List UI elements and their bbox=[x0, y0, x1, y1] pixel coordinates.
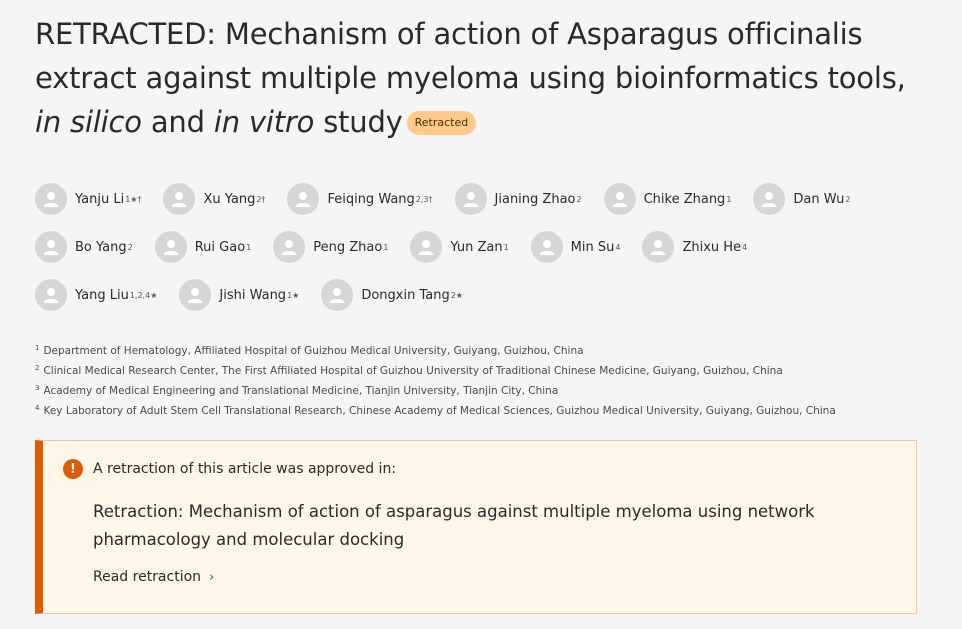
author-affiliation-marker: 1 bbox=[503, 242, 509, 252]
author-name: Rui Gao bbox=[194, 239, 246, 255]
avatar-icon bbox=[155, 231, 187, 263]
author-item[interactable] bbox=[35, 183, 141, 215]
author-item[interactable] bbox=[531, 231, 621, 263]
affiliation-text: Academy of Medical Engineering and Translational Medicine, Tianjin University, Tianjin City, China bbox=[43, 385, 559, 397]
avatar-icon bbox=[410, 231, 442, 263]
author-item[interactable] bbox=[604, 183, 732, 215]
affiliation-number: 3 bbox=[35, 384, 40, 392]
read-retraction-link[interactable] bbox=[93, 569, 214, 585]
author-item[interactable] bbox=[321, 279, 463, 311]
affiliation-item bbox=[35, 360, 935, 380]
notice-header bbox=[63, 459, 396, 479]
avatar-icon bbox=[179, 279, 211, 311]
avatar-icon bbox=[642, 231, 674, 263]
author-name: Xu Yang bbox=[203, 191, 256, 207]
author-affiliation-marker: 2 bbox=[845, 194, 851, 204]
author-name: Peng Zhao bbox=[313, 239, 383, 255]
avatar-icon bbox=[753, 183, 785, 215]
author-affiliation-marker: 2 bbox=[576, 194, 582, 204]
author-name: Yun Zan bbox=[450, 239, 503, 255]
author-row bbox=[35, 228, 935, 266]
retraction-notice bbox=[35, 440, 917, 614]
author-affiliation-marker: 1 bbox=[726, 194, 732, 204]
avatar-icon bbox=[35, 279, 67, 311]
avatar-icon bbox=[531, 231, 563, 263]
author-row bbox=[35, 276, 935, 314]
affiliation-number: 4 bbox=[35, 404, 40, 412]
author-item[interactable] bbox=[163, 183, 265, 215]
author-affiliation-marker: 1★ bbox=[287, 290, 300, 300]
avatar-icon bbox=[604, 183, 636, 215]
author-affiliation-marker: 1,2,4★ bbox=[129, 290, 158, 300]
affiliation-text: Clinical Medical Research Center, The First Affiliated Hospital of Guizhou University of Traditional Chinese Medicine, Guiyang, Guizhou, China bbox=[43, 365, 783, 377]
avatar-icon bbox=[273, 231, 305, 263]
author-item[interactable] bbox=[35, 279, 157, 311]
author-item[interactable] bbox=[287, 183, 432, 215]
author-item[interactable] bbox=[753, 183, 850, 215]
chevron-right-icon: › bbox=[209, 569, 215, 585]
author-affiliation-marker: 2 bbox=[127, 242, 133, 252]
author-name: Jianing Zhao bbox=[494, 191, 576, 207]
author-item[interactable] bbox=[455, 183, 582, 215]
author-affiliation-marker: 1★† bbox=[125, 194, 142, 204]
affiliation-item bbox=[35, 400, 935, 420]
author-name: Jishi Wang bbox=[219, 287, 287, 303]
author-item[interactable] bbox=[35, 231, 133, 263]
affiliation-item bbox=[35, 380, 935, 400]
author-name: Zhixu He bbox=[682, 239, 742, 255]
affiliation-text: Key Laboratory of Adult Stem Cell Translational Research, Chinese Academy of Medical Sciences, Guizhou Medical University, Guiyang, Guizhou, China bbox=[43, 405, 836, 417]
author-row bbox=[35, 180, 935, 218]
author-name: Feiqing Wang bbox=[327, 191, 415, 207]
retracted-badge: Retracted bbox=[407, 111, 477, 135]
author-name: Chike Zhang bbox=[643, 191, 726, 207]
author-name: Dan Wu bbox=[793, 191, 845, 207]
author-affiliation-marker: 4 bbox=[742, 242, 748, 252]
author-name: Dongxin Tang bbox=[361, 287, 450, 303]
author-affiliation-marker: 1 bbox=[383, 242, 389, 252]
warning-icon: ! bbox=[63, 459, 83, 479]
read-retraction-label: Read retraction bbox=[93, 569, 202, 585]
avatar-icon bbox=[163, 183, 195, 215]
avatar-icon bbox=[455, 183, 487, 215]
author-list bbox=[35, 180, 935, 324]
author-name: Yanju Li bbox=[75, 191, 125, 207]
author-item[interactable] bbox=[410, 231, 508, 263]
notice-heading: A retraction of this article was approved in: bbox=[93, 461, 397, 477]
affiliation-list bbox=[35, 340, 935, 420]
author-affiliation-marker: 2† bbox=[256, 194, 266, 204]
avatar-icon bbox=[35, 231, 67, 263]
affiliation-number: 2 bbox=[35, 364, 40, 372]
retraction-title: Retraction: Mechanism of action of asparagus against multiple myeloma using network pharmacology and molecular docking bbox=[93, 502, 815, 549]
author-item[interactable] bbox=[273, 231, 388, 263]
author-name: Yang Liu bbox=[75, 287, 129, 303]
author-name: Bo Yang bbox=[75, 239, 127, 255]
affiliation-text: Department of Hematology, Affiliated Hospital of Guizhou Medical University, Guiyang, Guizhou, China bbox=[43, 345, 584, 357]
affiliation-item bbox=[35, 340, 935, 360]
author-affiliation-marker: 2,3† bbox=[415, 194, 433, 204]
author-affiliation-marker: 2★ bbox=[450, 290, 463, 300]
avatar-icon bbox=[35, 183, 67, 215]
article-title: RETRACTED: Mechanism of action of Asparagus officinalis extract against multiple myeloma using bioinformatics tools, in silico and in vitro study Retracted bbox=[35, 17, 906, 139]
author-affiliation-marker: 1 bbox=[246, 242, 252, 252]
author-affiliation-marker: 4 bbox=[615, 242, 621, 252]
author-item[interactable] bbox=[179, 279, 299, 311]
author-item[interactable] bbox=[642, 231, 747, 263]
author-item[interactable] bbox=[155, 231, 252, 263]
author-name: Min Su bbox=[570, 239, 615, 255]
affiliation-number: 1 bbox=[35, 344, 40, 352]
avatar-icon bbox=[321, 279, 353, 311]
avatar-icon bbox=[287, 183, 319, 215]
